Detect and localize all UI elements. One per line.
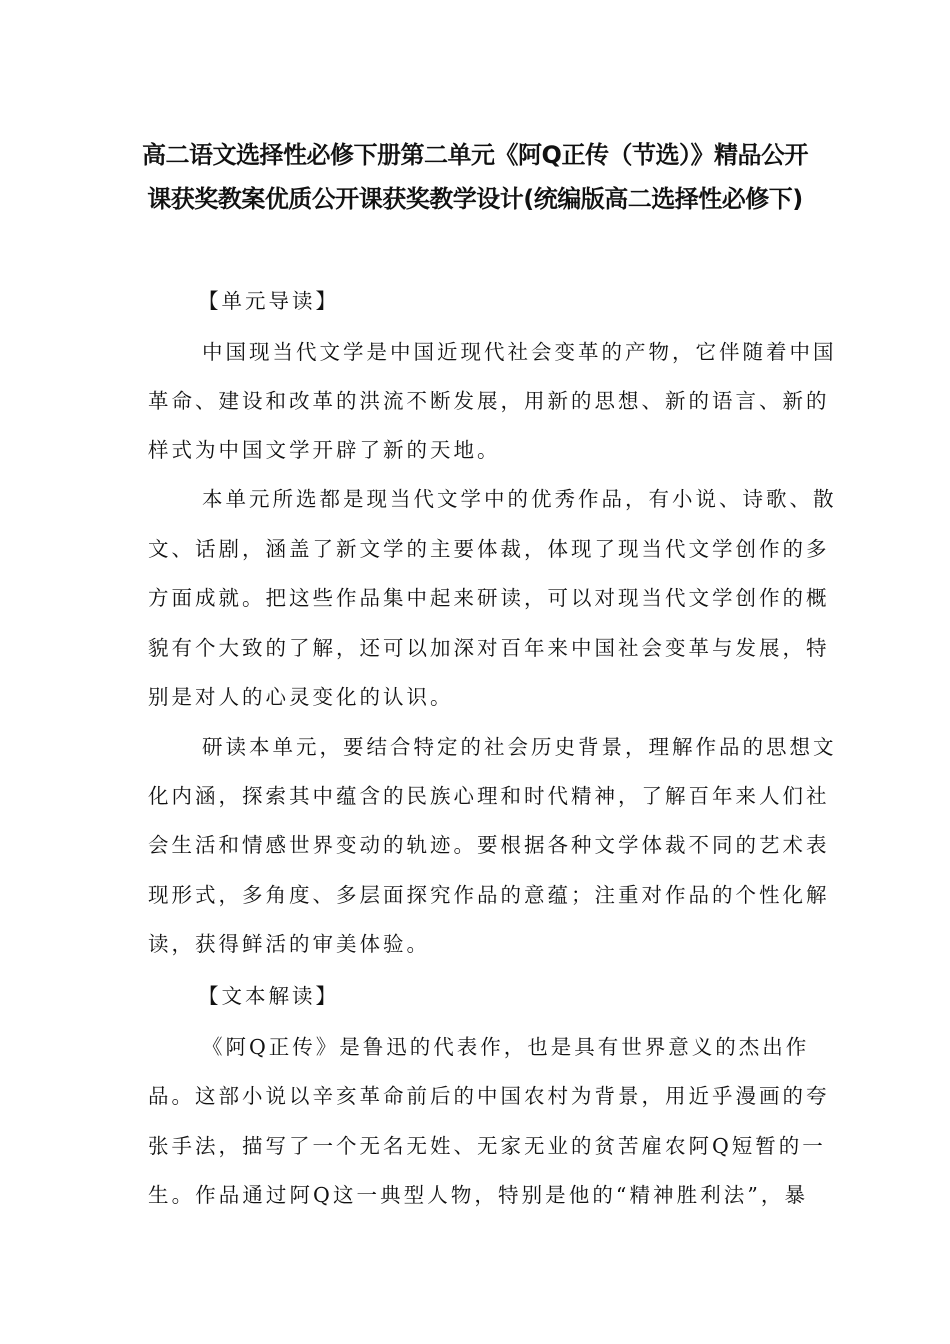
paragraph-line: 张手法，描写了一个无名无姓、无家无业的贫苦雇农阿Q短暂的一 (148, 1134, 826, 1158)
paragraph-line: 生。作品通过阿Q这一典型人物，特别是他的“精神胜利法”，暴 (148, 1183, 808, 1207)
paragraph-line: 中国现当代文学是中国近现代社会变革的产物，它伴随着中国 (202, 340, 837, 364)
paragraph-line: 革命、建设和改革的洪流不断发展，用新的思想、新的语言、新的 (148, 389, 830, 413)
paragraph-line: 别是对人的心灵变化的认识。 (148, 685, 454, 709)
paragraph-line: 读，获得鲜活的审美体验。 (148, 932, 430, 956)
document-title-line-2: 课获奖教案优质公开课获奖教学设计(统编版高二选择性必修下) (147, 185, 803, 213)
paragraph-line: 现形式，多角度、多层面探究作品的意蕴；注重对作品的个性化解 (148, 883, 830, 907)
paragraph-line: 品。这部小说以辛亥革命前后的中国农村为背景，用近乎漫画的夸 (148, 1084, 830, 1108)
paragraph-line: 样式为中国文学开辟了新的天地。 (148, 438, 501, 462)
paragraph-line: 《阿Q正传》是鲁迅的代表作，也是具有世界意义的杰出作 (202, 1035, 810, 1059)
paragraph-line: 文、话剧，涵盖了新文学的主要体裁，体现了现当代文学创作的多 (148, 537, 830, 561)
paragraph-line: 方面成就。把这些作品集中起来研读，可以对现当代文学创作的概 (148, 586, 830, 610)
document-title-line-1: 高二语文选择性必修下册第二单元《阿Q正传（节选）》精品公开 (142, 141, 808, 169)
paragraph-line: 貌有个大致的了解，还可以加深对百年来中国社会变革与发展，特 (148, 636, 830, 660)
paragraph-line: 会生活和情感世界变动的轨迹。要根据各种文学体裁不同的艺术表 (148, 833, 830, 857)
paragraph-line: 化内涵，探索其中蕴含的民族心理和时代精神，了解百年来人们社 (148, 784, 830, 808)
paragraph-line: 本单元所选都是现当代文学中的优秀作品，有小说、诗歌、散 (202, 487, 837, 511)
paragraph-line: 研读本单元，要结合特定的社会历史背景，理解作品的思想文 (202, 735, 837, 759)
section-heading-unit-intro: 【单元导读】 (198, 289, 339, 313)
section-heading-text-reading: 【文本解读】 (198, 984, 339, 1008)
